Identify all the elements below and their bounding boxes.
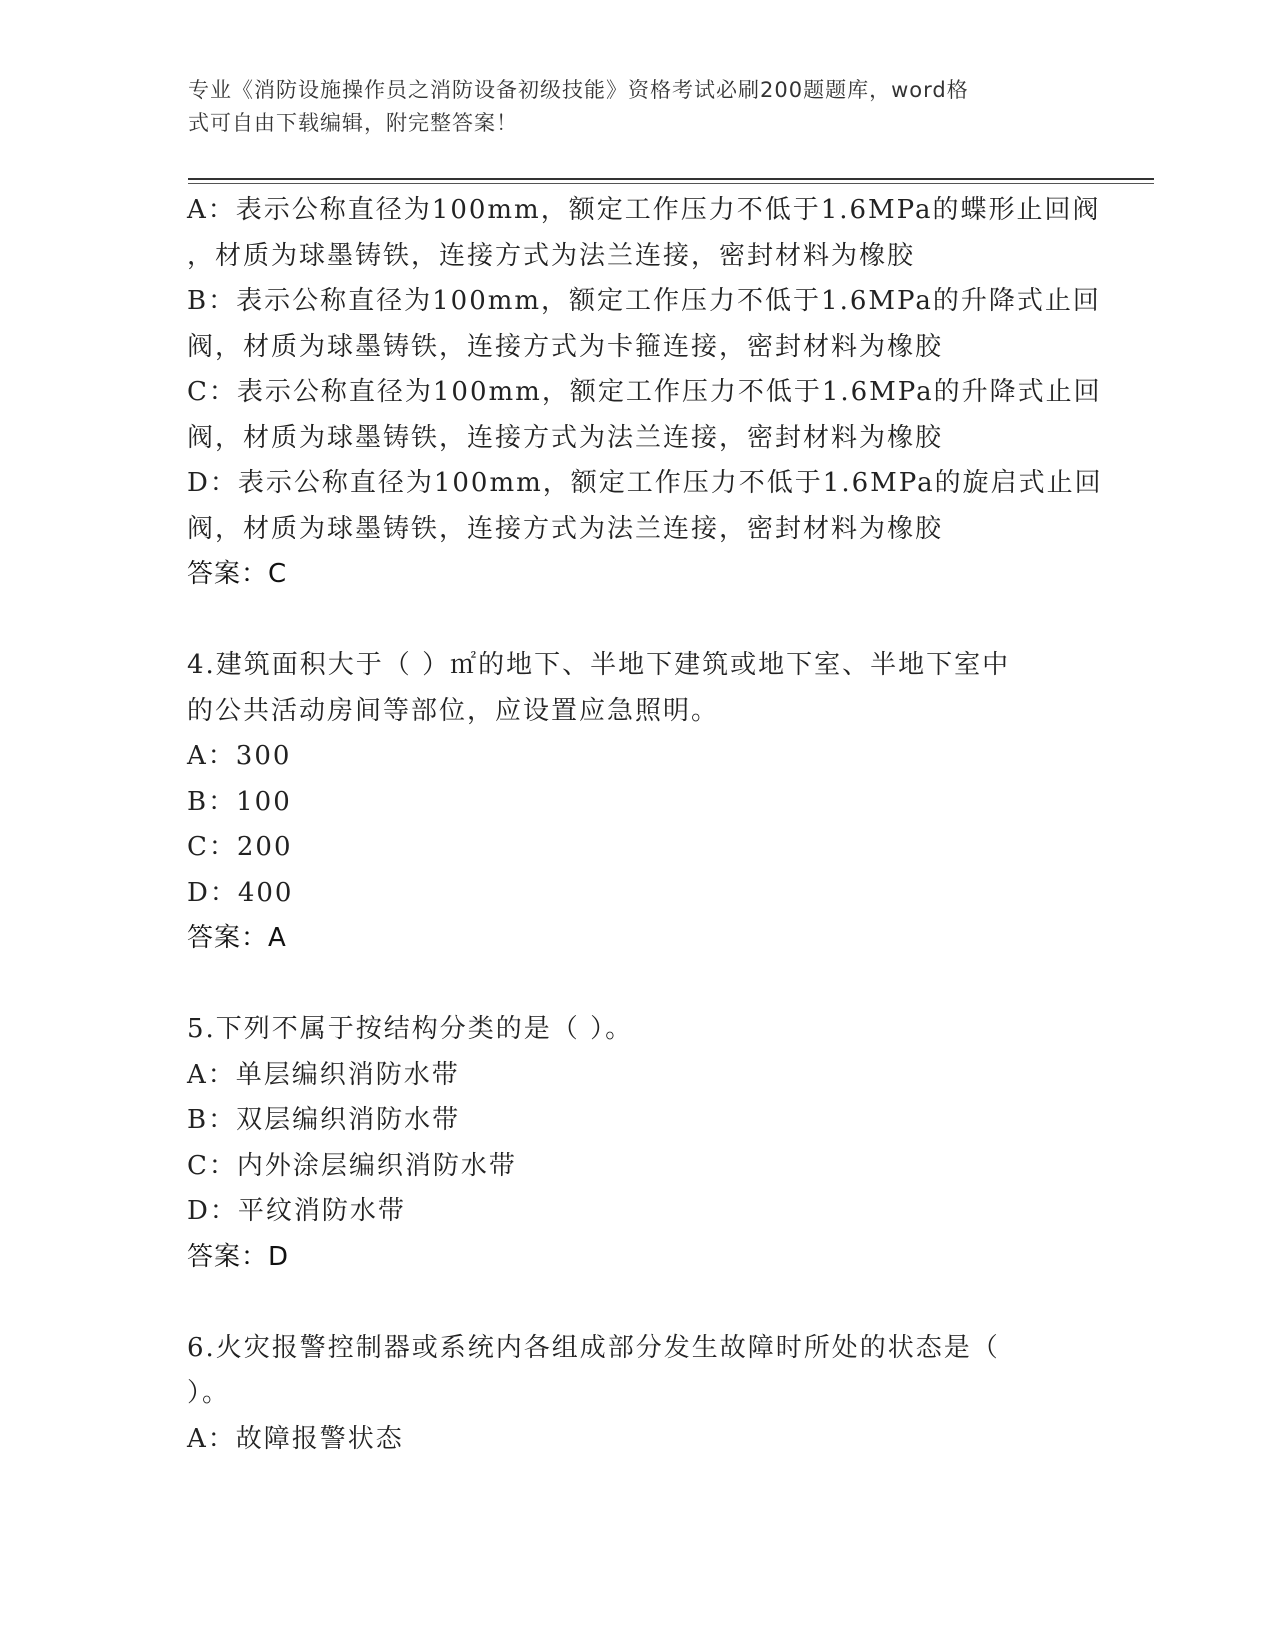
- option-line: B：100: [187, 786, 292, 817]
- option-line: A：单层编织消防水带: [187, 1059, 460, 1090]
- question-4: [187, 643, 1087, 962]
- option-line: D：400: [187, 877, 294, 908]
- option-line: ，材质为球墨铸铁，连接方式为法兰连接，密封材料为橡胶: [187, 240, 916, 271]
- header-line-2: 式可自由下载编辑，附完整答案！: [188, 111, 518, 135]
- option-line: A：300: [187, 741, 292, 771]
- question-text: ）。: [187, 1378, 231, 1408]
- question-text: 的公共活动房间等部位，应设置应急照明。: [187, 695, 720, 726]
- option-line: 阀，材质为球墨铸铁，连接方式为法兰连接，密封材料为橡胶: [187, 422, 944, 453]
- option-line: B：表示公称直径为100mm，额定工作压力不低于1.6MPa的升降式止回: [187, 286, 1101, 316]
- question-text: 4.建筑面积大于（ ）㎡的地下、半地下建筑或地下室、半地下室中: [187, 650, 1011, 680]
- answer-label: 答案：D: [187, 1241, 290, 1272]
- spacer: [187, 1280, 1087, 1326]
- option-line: C：200: [187, 832, 293, 862]
- question-list: [187, 188, 1103, 1462]
- header-line-1: 专业《消防设施操作员之消防设备初级技能》资格考试必刷200题题库，word格: [188, 78, 969, 102]
- question-text: 5.下列不属于按结构分类的是（ ）。: [187, 1014, 634, 1044]
- question-5: [187, 1007, 1087, 1280]
- question-6: [187, 1326, 1087, 1463]
- answer-label: 答案：C: [187, 559, 288, 589]
- spacer: [187, 598, 1087, 644]
- option-line: D：表示公称直径为100mm，额定工作压力不低于1.6MPa的旋启式止回: [187, 468, 1103, 498]
- header-rule-thin: [188, 183, 1154, 184]
- option-line: A：表示公称直径为100mm，额定工作压力不低于1.6MPa的蝶形止回阀: [187, 195, 1101, 225]
- option-line: 阀，材质为球墨铸铁，连接方式为法兰连接，密封材料为橡胶: [187, 513, 944, 544]
- question-text: 6.火灾报警控制器或系统内各组成部分发生故障时所处的状态是（: [187, 1332, 1000, 1363]
- question-3: [187, 188, 1103, 598]
- answer-label: 答案：A: [187, 923, 287, 953]
- document-header: [188, 74, 1068, 140]
- option-line: C：表示公称直径为100mm，额定工作压力不低于1.6MPa的升降式止回: [187, 377, 1102, 407]
- option-line: D：平纹消防水带: [187, 1196, 406, 1226]
- option-line: A：故障报警状态: [187, 1423, 404, 1454]
- header-rule-thick: [188, 178, 1154, 180]
- spacer: [187, 962, 1087, 1008]
- option-line: B：双层编织消防水带: [187, 1105, 461, 1135]
- option-line: C：内外涂层编织消防水带: [187, 1150, 517, 1181]
- option-line: 阀，材质为球墨铸铁，连接方式为卡箍连接，密封材料为橡胶: [187, 331, 944, 362]
